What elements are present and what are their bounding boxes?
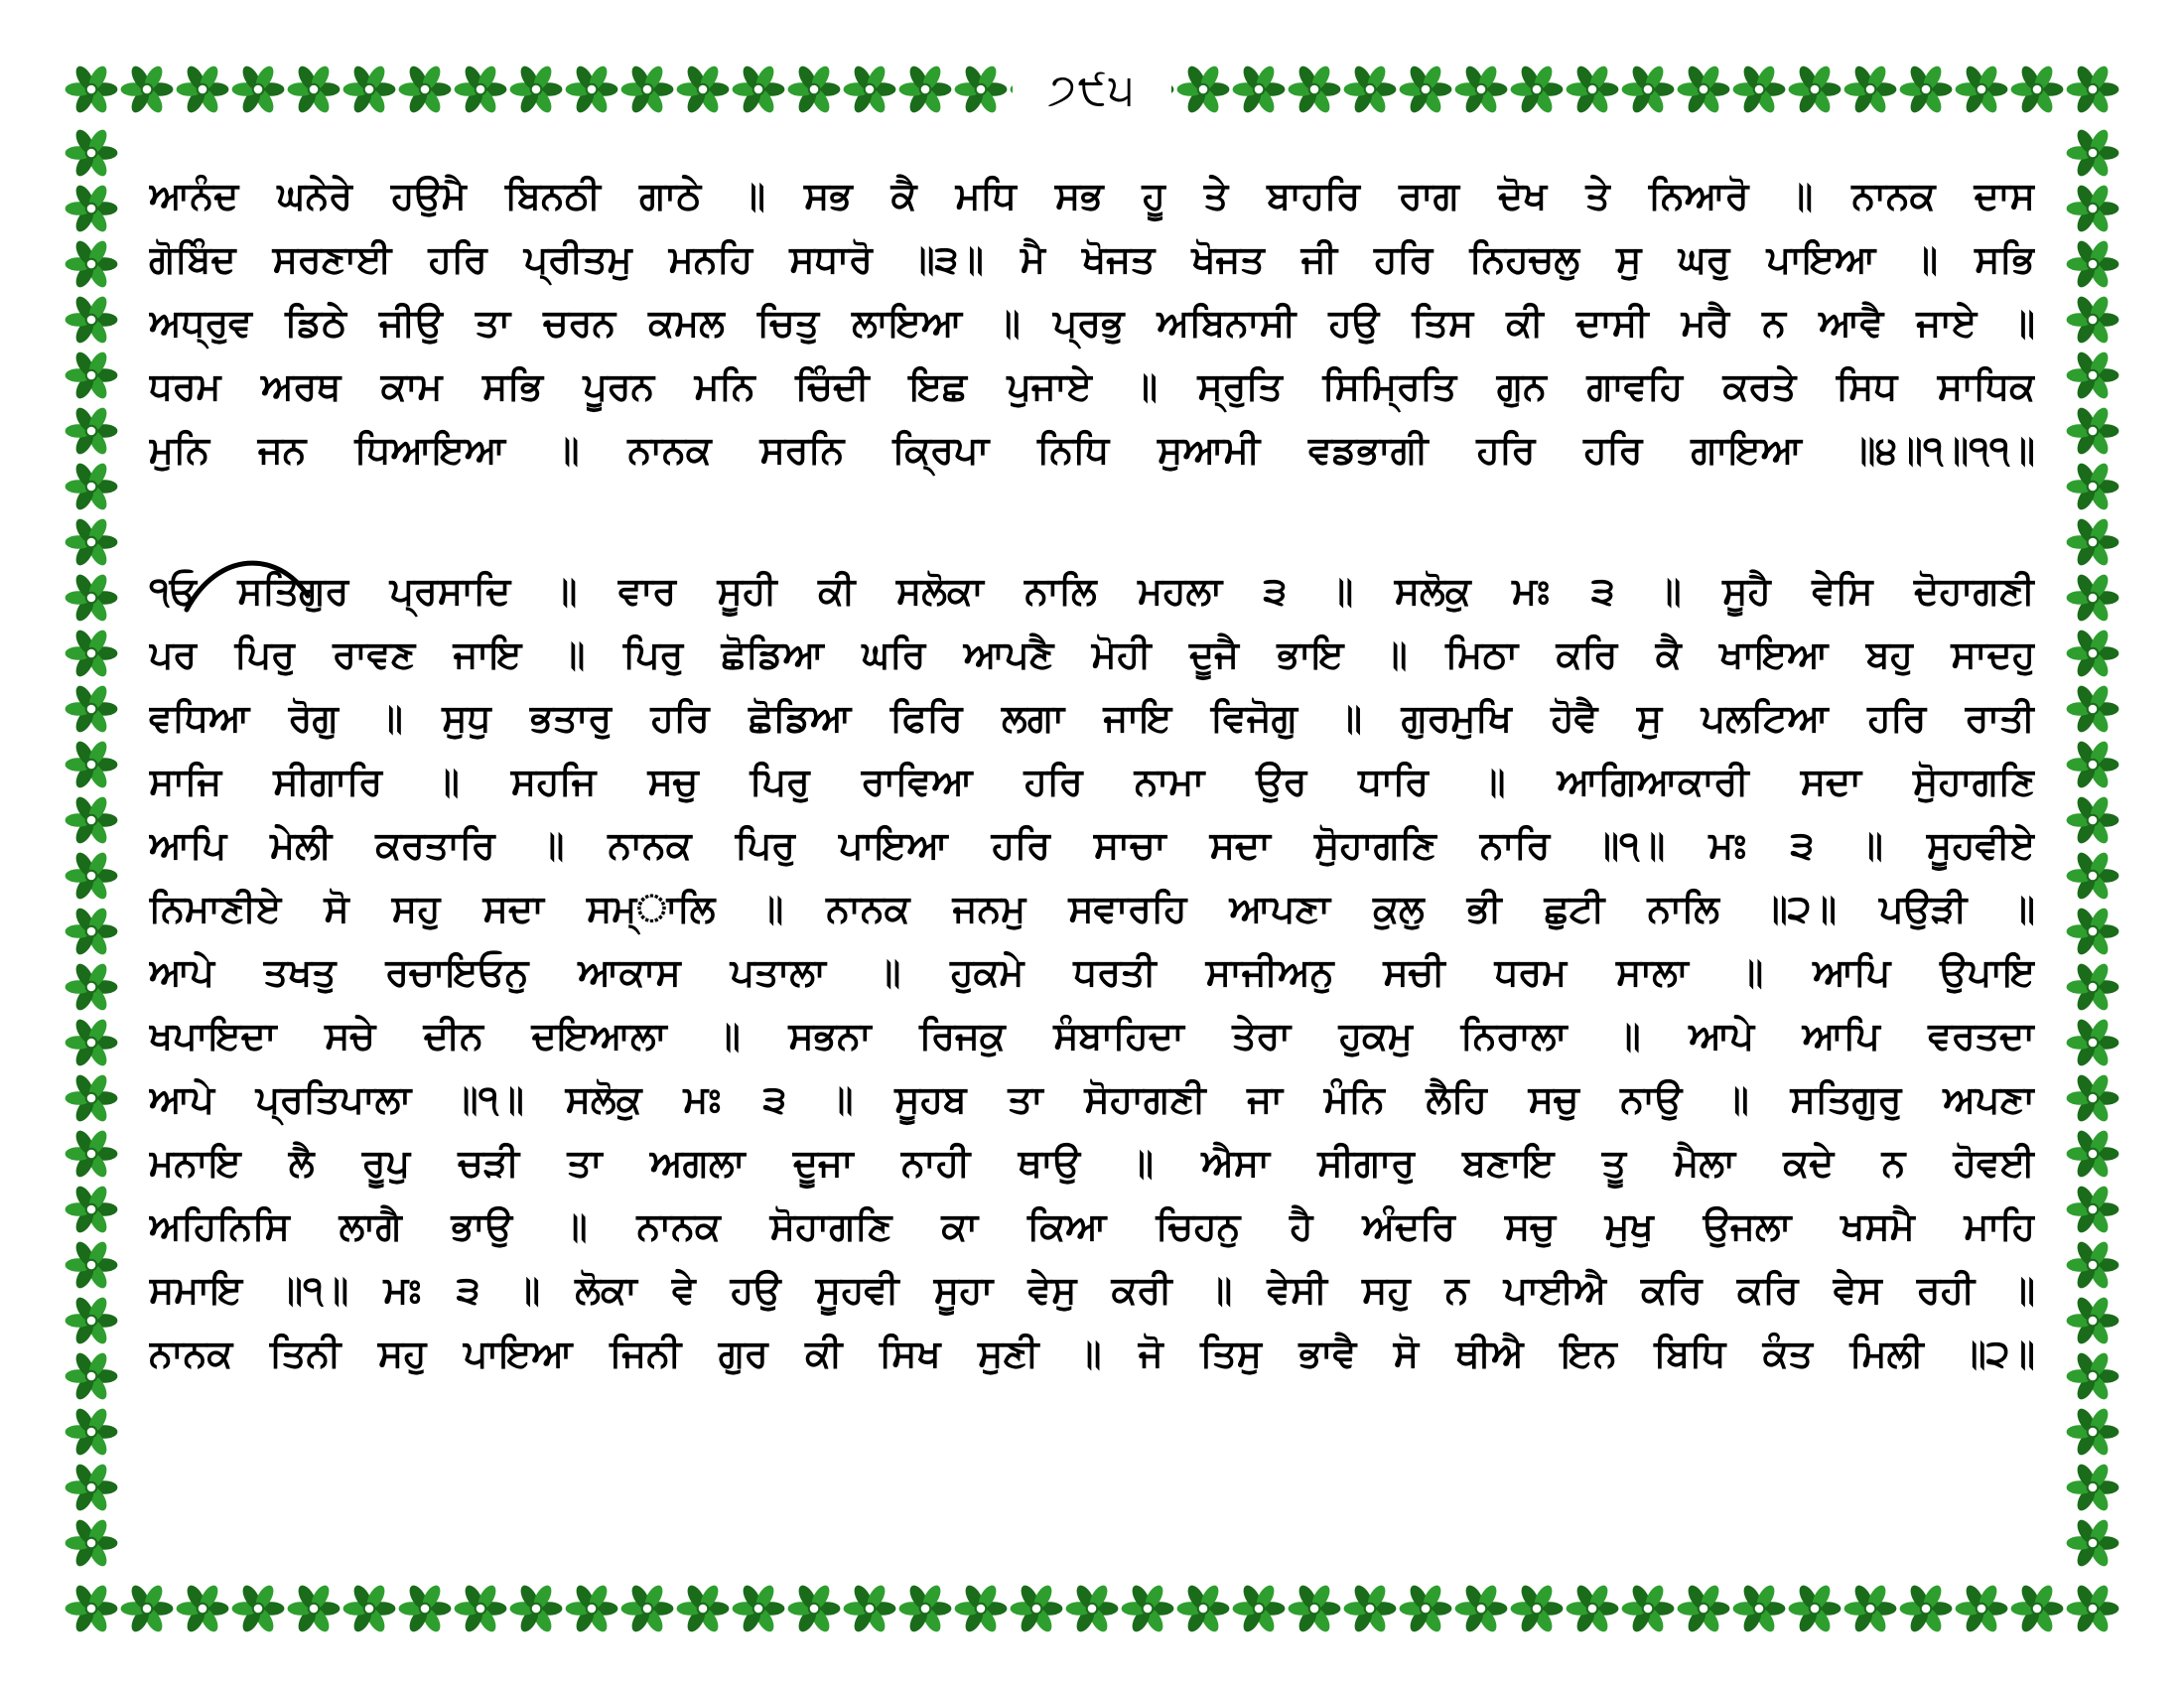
flower-motif <box>2067 1072 2119 1124</box>
text-line: ਆਪੇ ਤਖਤੁ ਰਚਾਇਓਨੁ ਆਕਾਸ ਪਤਾਲਾ ॥ ਹੁਕਮੇ ਧਰਤੀ ਸਾਜੀਅਨੁ ਸਚੀ ਧਰਮ ਸਾਲਾ ॥ ਆਪਿ ਉਪਾਇ <box>149 950 2035 994</box>
text-line: ਮਨਾਇ ਲੈ ਰੂਪੁ ਚੜੀ ਤਾ ਅਗਲਾ ਦੂਜਾ ਨਾਹੀ ਥਾਉ ॥ ਐਸਾ ਸੀਗਾਰੁ ਬਣਾਇ ਤੂ ਮੈਲਾ ਕਦੇ ਨ ਹੋਵਈ <box>149 1141 2035 1185</box>
text-line: ਨਿਮਾਣੀਏ ਸੋ ਸਹੁ ਸਦਾ ਸਮ੍ਾਲਿ ॥ ਨਾਨਕ ਜਨਮੁ ਸਵਾਰਹਿ ਆਪਣਾ ਕੁਲੁ ਭੀ ਛੁਟੀ ਨਾਲਿ ॥੨॥ ਪਉੜੀ ॥ <box>149 887 2035 930</box>
flower-motif <box>66 850 118 902</box>
flower-motif <box>66 739 118 790</box>
flower-motif <box>66 683 118 735</box>
flower-motif <box>2067 628 2119 679</box>
flower-motif <box>1122 1583 1174 1634</box>
flower-motif <box>677 64 730 115</box>
flower-motif <box>2067 64 2119 115</box>
flower-motif <box>1511 64 1564 115</box>
flower-motif <box>1622 64 1675 115</box>
flower-motif <box>177 64 229 115</box>
text-line: ਪਰ ਪਿਰੁ ਰਾਵਣ ਜਾਇ ॥ ਪਿਰੁ ਛੋਡਿਆ ਘਰਿ ਆਪਣੈ ਮੋਹੀ ਦੂਜੈ ਭਾਇ ॥ ਮਿਠਾ ਕਰਿ ਕੈ ਖਾਇਆ ਬਹੁ ਸਾਦਹੁ <box>149 633 2035 676</box>
flower-motif <box>66 127 118 179</box>
flower-motif <box>2011 64 2064 115</box>
flower-motif <box>1400 1583 1452 1634</box>
text-line: ਖਪਾਇਦਾ ਸਚੇ ਦੀਨ ਦਇਆਲਾ ॥ ਸਭਨਾ ਰਿਜਕੁ ਸੰਬਾਹਿਦਾ ਤੇਰਾ ਹੁਕਮੁ ਨਿਰਾਲਾ ॥ ਆਪੇ ਆਪਿ ਵਰਤਦਾ <box>149 1014 2035 1057</box>
flower-motif <box>1900 64 1953 115</box>
text-line: ਸਮਾਇ ॥੧॥ ਮਃ ੩ ॥ ਲੋਕਾ ਵੇ ਹਉ ਸੂਹਵੀ ਸੂਹਾ ਵੇਸੁ ਕਰੀ ॥ ਵੇਸੀ ਸਹੁ ਨ ਪਾਈਐ ਕਰਿ ਕਰਿ ਵੇਸ ਰਹੀ ॥ <box>149 1268 2035 1312</box>
text-line: ਅਧ੍ਰੁਵ ਡਿਠੇ ਜੀਉ ਤਾ ਚਰਨ ਕਮਲ ਚਿਤੁ ਲਾਇਆ ॥ ਪ੍ਰਭੁ ਅਬਿਨਾਸੀ ਹਉ ਤਿਸ ਕੀ ਦਾਸੀ ਮਰੈ ਨ ਆਵੈ ਜਾਏ ॥ <box>149 301 2035 345</box>
flower-motif <box>1066 1583 1119 1634</box>
flower-motif <box>2067 1462 2119 1513</box>
flower-motif <box>1678 64 1730 115</box>
flower-motif <box>399 1583 452 1634</box>
flower-motif <box>2067 516 2119 568</box>
flower-motif <box>2067 127 2119 179</box>
flower-motif <box>2067 1406 2119 1458</box>
flower-motif <box>66 961 118 1013</box>
flower-motif <box>66 1406 118 1458</box>
flower-motif <box>2067 739 2119 790</box>
flower-motif <box>66 628 118 679</box>
flower-motif <box>1789 64 1842 115</box>
ek-onkar-arc <box>149 540 328 620</box>
flower-motif <box>1567 64 1619 115</box>
text-line: ਨਾਨਕ ਤਿਨੀ ਸਹੁ ਪਾਇਆ ਜਿਨੀ ਗੁਰ ਕੀ ਸਿਖ ਸੁਣੀ ॥ ਜੋ ਤਿਸੁ ਭਾਵੈ ਸੋ ਥੀਐ ਇਨ ਬਿਧਿ ਕੰਤ ਮਿਲੀ ॥੨॥ <box>149 1332 2035 1375</box>
flower-motif <box>2067 683 2119 735</box>
flower-motif <box>566 1583 618 1634</box>
flower-motif <box>2067 294 2119 346</box>
flower-motif <box>2067 1184 2119 1235</box>
flower-motif <box>66 1128 118 1180</box>
flower-motif <box>1733 64 1786 115</box>
text-line: ਆਪੇ ਪ੍ਰਤਿਪਾਲਾ ॥੧॥ ਸਲੋਕੁ ਮਃ ੩ ॥ ਸੂਹਬ ਤਾ ਸੋਹਾਗਣੀ ਜਾ ਮੰਨਿ ਲੈਹਿ ਸਚੁ ਨਾਉ ॥ ਸਤਿਗੁਰੁ ਅਪਣਾ <box>149 1077 2035 1121</box>
flower-motif <box>733 64 785 115</box>
flower-border-bottom <box>62 1579 2122 1638</box>
flower-motif <box>66 350 118 401</box>
flower-motif <box>2067 238 2119 290</box>
text-line: ਆਨੰਦ ਘਨੇਰੇ ਹਉਮੈ ਬਿਨਠੀ ਗਾਠੇ ॥ ਸਭ ਕੈ ਮਧਿ ਸਭ ਹੂ ਤੇ ਬਾਹਰਿ ਰਾਗ ਦੋਖ ਤੇ ਨਿਆਰੋ ॥ ਨਾਨਕ ਦਾਸ <box>149 174 2035 217</box>
flower-motif <box>66 1239 118 1291</box>
text-line: ਧਰਮ ਅਰਥ ਕਾਮ ਸਭਿ ਪੂਰਨ ਮਨਿ ਚਿੰਦੀ ਇਛ ਪੁਜਾਏ ॥ ਸ੍ਰੁਤਿ ਸਿਮ੍ਰਿਤਿ ਗੁਨ ਗਾਵਹਿ ਕਰਤੇ ਸਿਧ ਸਾਧਿਕ <box>149 364 2035 408</box>
flower-border-left <box>62 117 121 1579</box>
flower-motif <box>66 64 118 115</box>
flower-motif <box>66 1462 118 1513</box>
flower-motif <box>1289 64 1341 115</box>
flower-motif <box>232 64 285 115</box>
flower-motif <box>1678 1583 1730 1634</box>
text-line: ਵਧਿਆ ਰੋਗੁ ॥ ਸੁਧੁ ਭਤਾਰੁ ਹਰਿ ਛੋਡਿਆ ਫਿਰਿ ਲਗਾ ਜਾਇ ਵਿਜੋਗੁ ॥ ਗੁਰਮੁਖਿ ਹੋਵੈ ਸੁ ਪਲਟਿਆ ਹਰਿ ਰਾਤੀ <box>149 696 2035 740</box>
flower-motif <box>66 516 118 568</box>
flower-motif <box>1455 64 1508 115</box>
flower-motif <box>1511 1583 1564 1634</box>
flower-motif <box>455 64 507 115</box>
flower-motif <box>1455 1583 1508 1634</box>
flower-motif <box>1177 1583 1230 1634</box>
flower-motif <box>66 572 118 624</box>
text-line: ਸਾਜਿ ਸੀਗਾਰਿ ॥ ਸਹਜਿ ਸਚੁ ਪਿਰੁ ਰਾਵਿਆ ਹਰਿ ਨਾਮਾ ਉਰ ਧਾਰਿ ॥ ਆਗਿਆਕਾਰੀ ਸਦਾ ਸੋੁਹਾਗਣਿ <box>149 760 2035 803</box>
flower-motif <box>955 1583 1008 1634</box>
flower-motif <box>232 1583 285 1634</box>
flower-motif <box>1344 1583 1397 1634</box>
flower-motif <box>844 1583 896 1634</box>
flower-motif <box>2067 1350 2119 1402</box>
flower-motif <box>66 1517 118 1569</box>
flower-motif <box>343 64 396 115</box>
flower-motif <box>121 64 174 115</box>
flower-motif <box>510 1583 563 1634</box>
flower-motif <box>566 64 618 115</box>
flower-motif <box>66 238 118 290</box>
flower-motif <box>1844 1583 1897 1634</box>
flower-motif <box>66 294 118 346</box>
flower-motif <box>733 1583 785 1634</box>
flower-motif <box>2067 1017 2119 1068</box>
flower-motif <box>1733 1583 1786 1634</box>
flower-motif <box>2067 1128 2119 1180</box>
flower-motif <box>1622 1583 1675 1634</box>
page-number: ੭੯੫ <box>1047 64 1137 115</box>
flower-motif <box>66 794 118 846</box>
scripture-text <box>149 167 2035 1557</box>
flower-motif <box>1567 1583 1619 1634</box>
flower-motif <box>2067 850 2119 902</box>
flower-motif <box>2067 1517 2119 1569</box>
flower-motif <box>2067 1583 2119 1634</box>
text-line: ਮੁਨਿ ਜਨ ਧਿਆਇਆ ॥ ਨਾਨਕ ਸਰਨਿ ਕ੍ਰਿਪਾ ਨਿਧਿ ਸੁਆਮੀ ਵਡਭਾਗੀ ਹਰਿ ਹਰਿ ਗਾਇਆ ॥੪॥੧॥੧੧॥ <box>149 428 2035 472</box>
text-line: ਅਹਿਨਿਸਿ ਲਾਗੈ ਭਾਉ ॥ ਨਾਨਕ ਸੋਹਾਗਣਿ ਕਾ ਕਿਆ ਚਿਹਨੁ ਹੈ ਅੰਦਰਿ ਸਚੁ ਮੁਖੁ ਉਜਲਾ ਖਸਮੈ ਮਾਹਿ <box>149 1204 2035 1248</box>
flower-motif <box>343 1583 396 1634</box>
flower-motif <box>1177 64 1230 115</box>
flower-motif <box>66 1295 118 1346</box>
flower-motif <box>66 1583 118 1634</box>
flower-motif <box>844 64 896 115</box>
flower-motif <box>2067 1295 2119 1346</box>
flower-motif <box>1289 1583 1341 1634</box>
flower-motif <box>1789 1583 1842 1634</box>
flower-motif <box>66 1350 118 1402</box>
flower-motif <box>788 64 841 115</box>
flower-motif <box>955 64 1008 115</box>
flower-motif <box>1844 64 1897 115</box>
flower-motif <box>177 1583 229 1634</box>
flower-motif <box>66 183 118 234</box>
flower-motif <box>288 1583 341 1634</box>
flower-motif <box>899 1583 952 1634</box>
page-number-box <box>1013 58 1171 121</box>
flower-motif <box>1233 1583 1286 1634</box>
flower-motif <box>899 64 952 115</box>
flower-motif <box>455 1583 507 1634</box>
flower-motif <box>677 1583 730 1634</box>
text-line: ੧ਓ ਸਤਿਗੁਰ ਪ੍ਰਸਾਦਿ ॥ ਵਾਰ ਸੂਹੀ ਕੀ ਸਲੋਕਾ ਨਾਲਿ ਮਹਲਾ ੩ ॥ ਸਲੋਕੁ ਮਃ ੩ ॥ ਸੂਹੈ ਵੇਸਿ ਦੋਹਾਗਣੀ <box>149 569 2035 613</box>
flower-motif <box>66 405 118 457</box>
flower-motif <box>2067 183 2119 234</box>
flower-motif <box>2067 461 2119 512</box>
flower-motif <box>2067 794 2119 846</box>
flower-motif <box>1400 64 1452 115</box>
flower-motif <box>1956 1583 2008 1634</box>
flower-motif <box>66 1017 118 1068</box>
flower-motif <box>2067 961 2119 1013</box>
flower-motif <box>788 1583 841 1634</box>
flower-motif <box>2067 1239 2119 1291</box>
flower-motif <box>399 64 452 115</box>
flower-motif <box>2067 405 2119 457</box>
flower-motif <box>2067 572 2119 624</box>
flower-motif <box>288 64 341 115</box>
flower-motif <box>621 1583 674 1634</box>
flower-motif <box>1011 1583 1063 1634</box>
flower-motif <box>66 906 118 957</box>
flower-motif <box>2067 350 2119 401</box>
flower-motif <box>66 1184 118 1235</box>
flower-motif <box>621 64 674 115</box>
flower-motif <box>66 461 118 512</box>
text-line: ਆਪਿ ਮੇਲੀ ਕਰਤਾਰਿ ॥ ਨਾਨਕ ਪਿਰੁ ਪਾਇਆ ਹਰਿ ਸਾਚਾ ਸਦਾ ਸੋੁਹਾਗਣਿ ਨਾਰਿ ॥੧॥ ਮਃ ੩ ॥ ਸੂਹਵੀਏ <box>149 823 2035 867</box>
text-line: ਗੋਬਿੰਦ ਸਰਣਾਈ ਹਰਿ ਪ੍ਰੀਤਮੁ ਮਨਹਿ ਸਧਾਰੋ ॥੩॥ ਮੈ ਖੋਜਤ ਖੋਜਤ ਜੀ ਹਰਿ ਨਿਹਚਲੁ ਸੁ ਘਰੁ ਪਾਇਆ ॥ ਸਭਿ <box>149 237 2035 281</box>
flower-motif <box>2067 906 2119 957</box>
flower-border-right <box>2063 117 2122 1579</box>
flower-motif <box>1233 64 1286 115</box>
flower-motif <box>66 1072 118 1124</box>
flower-motif <box>2011 1583 2064 1634</box>
flower-motif <box>121 1583 174 1634</box>
flower-motif <box>1344 64 1397 115</box>
flower-motif <box>1956 64 2008 115</box>
flower-motif <box>510 64 563 115</box>
flower-motif <box>1900 1583 1953 1634</box>
